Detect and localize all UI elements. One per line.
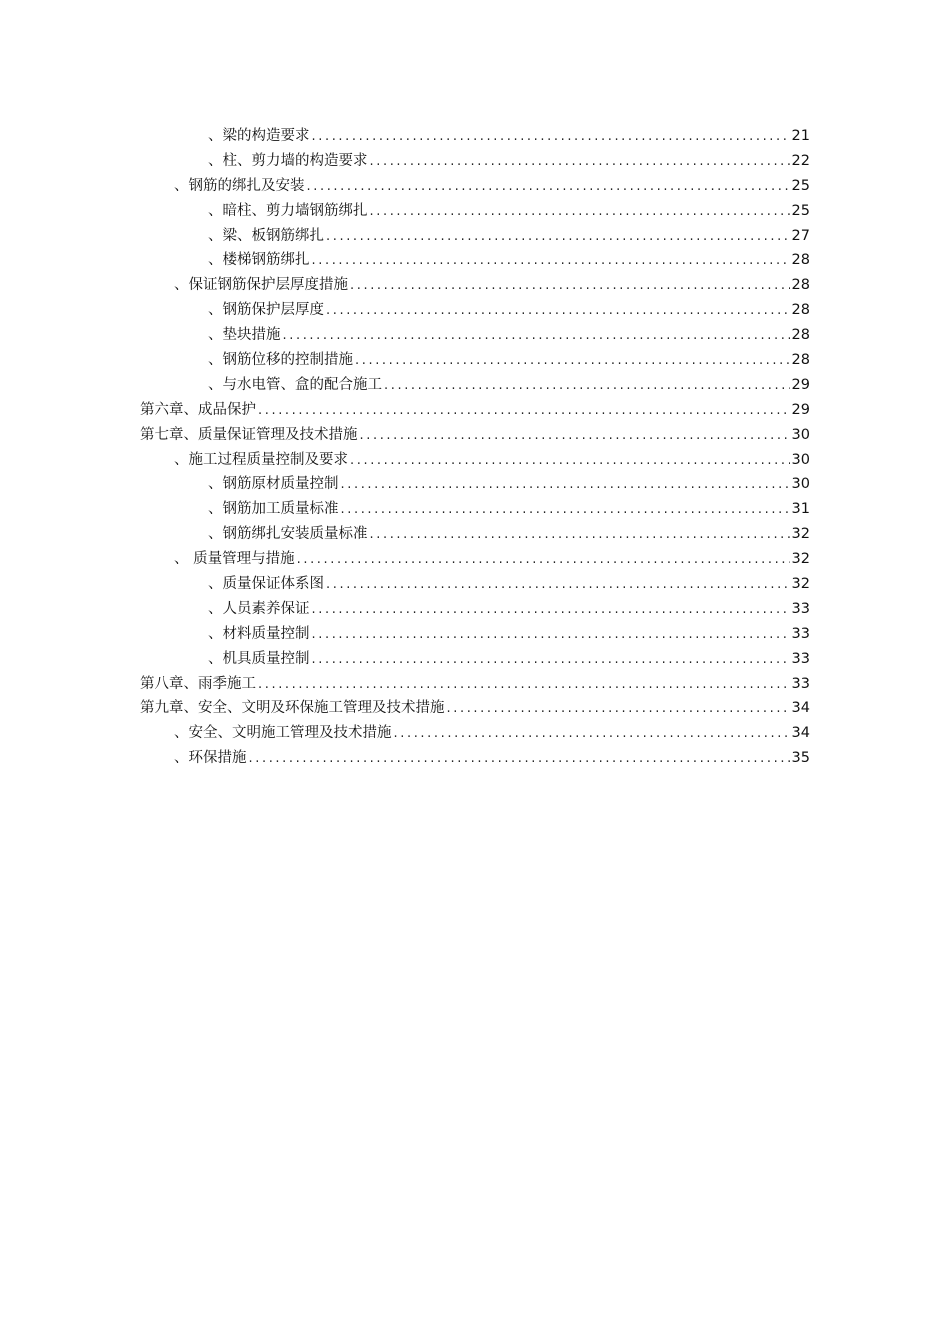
toc-entry-page-number: 32	[791, 576, 810, 593]
toc-entry-title: 、机具质量控制	[208, 650, 310, 667]
toc-entry-title: 第九章、安全、文明及环保施工管理及技术措施	[140, 700, 445, 717]
toc-entry[interactable]	[140, 398, 810, 423]
toc-entry-title: 、保证钢筋保护层厚度措施	[174, 277, 348, 294]
toc-entry-title: 、与水电管、盒的配合施工	[208, 376, 382, 393]
toc-entry[interactable]	[140, 323, 810, 348]
toc-entry[interactable]	[140, 174, 810, 199]
toc-dot-leader	[312, 598, 790, 623]
toc-entry-page-number: 25	[791, 202, 810, 219]
toc-entry-page-number: 30	[791, 476, 810, 493]
toc-entry-title: 、材料质量控制	[208, 625, 310, 642]
toc-entry-title: 、人员素养保证	[208, 600, 310, 617]
toc-dot-leader	[341, 498, 790, 523]
toc-entry-page-number: 21	[791, 128, 810, 144]
toc-dot-leader	[326, 225, 790, 250]
toc-dot-leader	[258, 673, 790, 698]
toc-entry[interactable]	[140, 298, 810, 323]
toc-entry[interactable]	[140, 672, 810, 697]
toc-entry[interactable]	[140, 224, 810, 249]
toc-entry[interactable]	[140, 547, 810, 572]
toc-entry-page-number: 33	[791, 650, 810, 667]
toc-entry[interactable]	[140, 647, 810, 672]
toc-dot-leader	[307, 175, 790, 200]
toc-entry-page-number: 33	[791, 600, 810, 617]
toc-dot-leader	[312, 125, 790, 150]
toc-entry[interactable]	[140, 273, 810, 298]
toc-entry-title: 、钢筋的绑扎及安装	[174, 177, 305, 194]
toc-entry-page-number: 27	[791, 227, 810, 244]
toc-entry-title: 、钢筋位移的控制措施	[208, 352, 353, 369]
toc-entry[interactable]	[140, 721, 810, 746]
toc-entry[interactable]	[140, 373, 810, 398]
toc-entry-page-number: 33	[791, 625, 810, 642]
toc-entry[interactable]	[140, 423, 810, 448]
toc-entry[interactable]	[140, 248, 810, 273]
toc-dot-leader	[312, 648, 790, 673]
toc-entry-title: 、钢筋保护层厚度	[208, 302, 324, 319]
toc-entry[interactable]	[140, 348, 810, 373]
toc-dot-leader	[447, 697, 790, 722]
toc-entry-page-number: 28	[791, 327, 810, 344]
toc-entry-title: 、 质量管理与措施	[174, 551, 295, 568]
toc-entry-page-number: 30	[791, 451, 810, 468]
toc-entry-title: 、安全、文明施工管理及技术措施	[174, 725, 392, 742]
toc-entry-title: 、楼梯钢筋绑扎	[208, 252, 310, 269]
toc-entry-title: 、垫块措施	[208, 327, 281, 344]
toc-dot-leader	[384, 374, 790, 399]
toc-entry-page-number: 33	[791, 675, 810, 692]
toc-entry-page-number: 31	[791, 501, 810, 518]
toc-dot-leader	[355, 349, 790, 374]
toc-entry-page-number: 25	[791, 177, 810, 194]
toc-dot-leader	[249, 747, 790, 772]
toc-dot-leader	[370, 150, 790, 175]
toc-dot-leader	[341, 473, 790, 498]
toc-entry-title: 第六章、成品保护	[140, 401, 256, 418]
toc-entry[interactable]	[140, 622, 810, 647]
table-of-contents	[140, 124, 810, 771]
toc-entry-page-number: 28	[791, 352, 810, 369]
toc-entry-title: 、梁的构造要求	[208, 128, 310, 144]
toc-dot-leader	[326, 299, 790, 324]
toc-entry[interactable]	[140, 696, 810, 721]
toc-entry-page-number: 30	[791, 426, 810, 443]
toc-dot-leader	[370, 200, 790, 225]
toc-dot-leader	[394, 722, 790, 747]
toc-entry-title: 、环保措施	[174, 750, 247, 767]
toc-dot-leader	[283, 324, 790, 349]
toc-dot-leader	[350, 274, 790, 299]
toc-entry-page-number: 28	[791, 252, 810, 269]
toc-entry[interactable]	[140, 149, 810, 174]
toc-dot-leader	[360, 424, 790, 449]
toc-dot-leader	[350, 449, 790, 474]
toc-entry-title: 、质量保证体系图	[208, 576, 324, 593]
toc-entry[interactable]	[140, 746, 810, 771]
toc-entry-title: 、钢筋加工质量标准	[208, 501, 339, 518]
toc-entry[interactable]	[140, 597, 810, 622]
toc-dot-leader	[297, 548, 790, 573]
toc-entry-page-number: 29	[791, 376, 810, 393]
toc-entry-title: 、钢筋原材质量控制	[208, 476, 339, 493]
toc-entry-page-number: 29	[791, 401, 810, 418]
toc-entry-page-number: 32	[791, 551, 810, 568]
toc-dot-leader	[258, 399, 790, 424]
toc-entry-page-number: 28	[791, 302, 810, 319]
toc-entry-title: 、施工过程质量控制及要求	[174, 451, 348, 468]
toc-entry-page-number: 22	[791, 152, 810, 169]
toc-entry-page-number: 34	[791, 700, 810, 717]
toc-entry-title: 、柱、剪力墙的构造要求	[208, 152, 368, 169]
toc-entry[interactable]	[140, 448, 810, 473]
toc-entry-page-number: 32	[791, 526, 810, 543]
toc-entry[interactable]	[140, 199, 810, 224]
toc-dot-leader	[370, 523, 790, 548]
toc-dot-leader	[312, 249, 790, 274]
toc-entry-title: 第七章、质量保证管理及技术措施	[140, 426, 358, 443]
toc-entry-page-number: 28	[791, 277, 810, 294]
toc-entry[interactable]	[140, 124, 810, 149]
toc-dot-leader	[326, 573, 790, 598]
toc-entry-title: 第八章、雨季施工	[140, 675, 256, 692]
toc-entry[interactable]	[140, 472, 810, 497]
toc-entry-page-number: 35	[791, 750, 810, 767]
toc-entry-title: 、钢筋绑扎安装质量标准	[208, 526, 368, 543]
toc-entry[interactable]	[140, 522, 810, 547]
toc-entry-page-number: 34	[791, 725, 810, 742]
toc-entry-title: 、暗柱、剪力墙钢筋绑扎	[208, 202, 368, 219]
toc-entry-title: 、梁、板钢筋绑扎	[208, 227, 324, 244]
toc-entry[interactable]	[140, 572, 810, 597]
toc-dot-leader	[312, 623, 790, 648]
toc-entry[interactable]	[140, 497, 810, 522]
